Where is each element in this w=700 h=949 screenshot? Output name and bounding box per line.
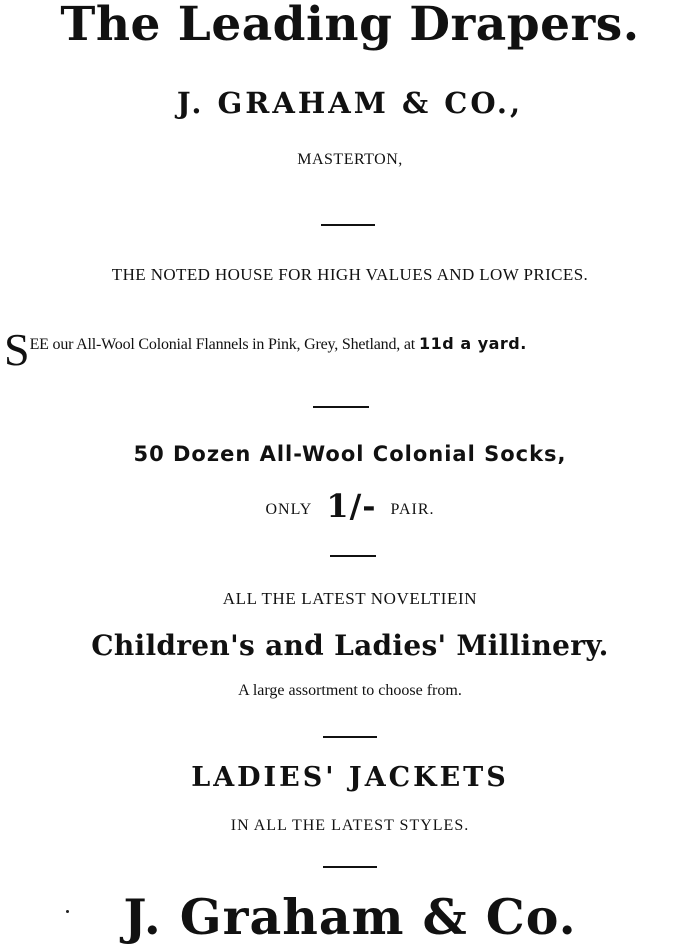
flannel-offer (4, 324, 700, 375)
headline: The Leading Drapers. (60, 0, 640, 52)
pair-label: PAIR. (390, 501, 435, 518)
flannel-price: 11d a yard. (419, 334, 527, 353)
socks-heading: 50 Dozen All-Wool Colonial Socks, (133, 442, 567, 466)
novelty-line: ALL THE LATEST NOVELTIEIN (222, 589, 478, 608)
firm-name: J. GRAHAM & CO., (176, 86, 524, 120)
socks-price-line (0, 488, 700, 528)
divider-rule (313, 406, 369, 408)
jackets-heading: LADIES' JACKETS (191, 762, 509, 793)
town-name: MASTERTON, (297, 151, 403, 168)
socks-price: 1/- (326, 487, 377, 525)
flannel-offer-text: EE our All-Wool Colonial Flannels in Pink, Grey, Shetland, at (29, 336, 416, 353)
divider-rule (323, 866, 377, 868)
millinery-heading: Children's and Ladies' Millinery. (91, 629, 609, 662)
divider-rule (323, 736, 377, 738)
signature-firm-name: J. Graham & Co. (123, 888, 577, 946)
only-label: ONLY (265, 501, 313, 518)
drop-cap: S (4, 324, 30, 375)
jackets-styles-note: IN ALL THE LATEST STYLES. (230, 817, 470, 834)
assortment-note: A large assortment to choose from. (238, 682, 462, 699)
tagline: THE NOTED HOUSE FOR HIGH VALUES AND LOW PRICES. (111, 265, 589, 284)
divider-rule (330, 555, 376, 557)
divider-rule (321, 224, 375, 226)
